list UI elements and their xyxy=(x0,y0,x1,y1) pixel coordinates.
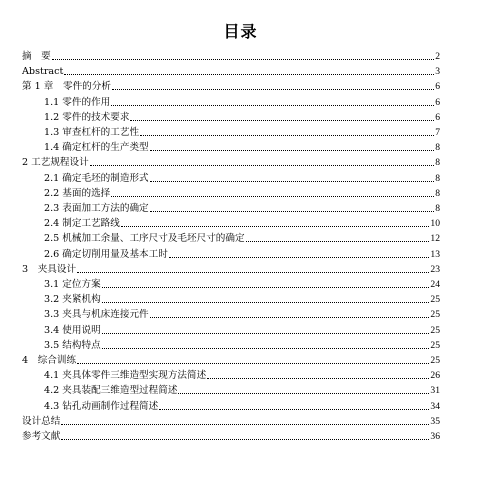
toc-entry-label: 2.2 基面的选择 xyxy=(44,187,111,199)
dot-leader xyxy=(102,301,430,303)
toc-entry-label: 1.1 零件的作用 xyxy=(44,96,111,108)
page-title: 目录 xyxy=(223,22,258,41)
toc-entry[interactable] xyxy=(44,216,440,230)
toc-entry-page-number: 10 xyxy=(430,218,440,230)
dot-leader xyxy=(207,377,429,379)
toc-entry-page-number: 8 xyxy=(435,157,440,169)
toc-entry[interactable] xyxy=(44,292,440,306)
toc-entry[interactable] xyxy=(44,383,440,397)
dot-leader xyxy=(159,408,429,410)
toc-entry[interactable] xyxy=(44,125,440,139)
toc-entry-label: 4.3 钻孔动画制作过程简述 xyxy=(44,400,159,412)
toc-entry[interactable] xyxy=(22,79,440,93)
toc-entry-label: 第 1 章 零件的分析 xyxy=(22,81,111,93)
dot-leader xyxy=(111,104,434,106)
dot-leader xyxy=(77,362,429,364)
toc-entry-page-number: 2 xyxy=(435,51,440,62)
toc-entry-label: Abstract xyxy=(22,66,64,78)
toc-entry-page-number: 7 xyxy=(435,127,440,138)
toc-entry-label: 摘 要 xyxy=(22,51,51,62)
dot-leader xyxy=(169,256,430,258)
toc-entry-page-number: 12 xyxy=(430,233,440,245)
toc-entry[interactable] xyxy=(44,247,440,261)
toc-entry[interactable] xyxy=(44,277,440,291)
toc-entry[interactable] xyxy=(22,64,440,78)
dot-leader xyxy=(112,88,434,90)
toc-entry[interactable] xyxy=(44,338,440,352)
dot-leader xyxy=(121,225,430,227)
dot-leader xyxy=(150,316,430,318)
toc-entry-page-number: 6 xyxy=(435,111,440,123)
toc-entry-page-number: 8 xyxy=(435,172,440,184)
dot-leader xyxy=(52,58,434,60)
toc-entry-label: 2.6 确定切削用量及基本工时 xyxy=(44,248,168,260)
toc-entry-page-number: 6 xyxy=(435,81,440,93)
toc-entry-label: 2.3 表面加工方法的确定 xyxy=(44,203,149,214)
toc-entry-label: 参考文献 xyxy=(22,431,61,442)
toc-entry-label: 1.3 审查杠杆的工艺性 xyxy=(44,127,140,138)
toc-entry-label: 3 夹具设计 xyxy=(22,263,77,275)
toc-entry-page-number: 13 xyxy=(430,248,440,260)
toc-entry-label: 1.2 零件的技术要求 xyxy=(44,111,130,123)
dot-leader xyxy=(77,271,429,273)
toc-entry[interactable] xyxy=(44,368,440,382)
toc-entry-page-number: 25 xyxy=(430,309,440,321)
toc-entry-page-number: 25 xyxy=(430,339,440,351)
toc-entry[interactable] xyxy=(22,262,440,276)
toc-entry-page-number: 36 xyxy=(430,431,440,442)
toc-entry[interactable] xyxy=(22,49,440,63)
toc-entry-label: 3.3 夹具与机床连接元件 xyxy=(44,309,149,321)
toc-entry-page-number: 8 xyxy=(435,142,440,154)
toc-entry-label: 3.4 使用说明 xyxy=(44,324,101,336)
dot-leader xyxy=(111,195,434,197)
toc-entry[interactable] xyxy=(44,399,440,413)
dot-leader xyxy=(150,180,435,182)
toc-entry[interactable] xyxy=(44,201,440,215)
toc-entry-page-number: 31 xyxy=(430,385,440,397)
toc-entry-page-number: 24 xyxy=(430,279,440,290)
toc-entry-label: 2.5 机械加工余量、工序尺寸及毛坯尺寸的确定 xyxy=(44,233,245,245)
toc-entry-page-number: 8 xyxy=(435,187,440,199)
toc-entry[interactable] xyxy=(22,414,440,428)
toc-entry[interactable] xyxy=(22,353,440,367)
dot-leader xyxy=(246,240,430,242)
toc-entry[interactable] xyxy=(22,429,440,443)
toc-entry[interactable] xyxy=(44,171,440,185)
toc-entry-label: 设计总结 xyxy=(22,415,61,427)
toc-entry-label: 4 综合训练 xyxy=(22,355,77,366)
toc-entry-label: 4.2 夹具装配三维造型过程简述 xyxy=(44,385,178,397)
toc-entry-label: 2.1 确定毛坯的制造形式 xyxy=(44,172,149,184)
toc-entry-page-number: 6 xyxy=(435,96,440,108)
toc-entry-label: 3.5 结构特点 xyxy=(44,339,101,351)
toc-entry-page-number: 25 xyxy=(430,324,440,336)
toc-entry-page-number: 35 xyxy=(430,415,440,427)
dot-leader xyxy=(61,423,429,425)
dot-leader xyxy=(150,210,435,212)
dot-leader xyxy=(102,347,430,349)
toc-entry-page-number: 25 xyxy=(430,355,440,366)
toc-entry[interactable] xyxy=(22,155,440,169)
toc-entry[interactable] xyxy=(44,307,440,321)
dot-leader xyxy=(61,438,429,440)
toc-entry-label: 2.4 制定工艺路线 xyxy=(44,218,120,230)
toc-entry-label: 3.1 定位方案 xyxy=(44,279,101,290)
dot-leader xyxy=(140,134,434,136)
toc-entry-page-number: 34 xyxy=(430,400,440,412)
toc-entry-page-number: 25 xyxy=(430,294,440,306)
toc-entry[interactable] xyxy=(44,186,440,200)
dot-leader xyxy=(64,73,434,75)
toc-entry-page-number: 23 xyxy=(430,263,440,275)
dot-leader xyxy=(150,149,435,151)
toc-entry[interactable] xyxy=(44,110,440,124)
toc-entry-page-number: 3 xyxy=(435,66,440,78)
dot-leader xyxy=(102,332,430,334)
toc-entry[interactable] xyxy=(44,95,440,109)
dot-leader xyxy=(178,392,429,394)
dot-leader xyxy=(90,164,434,166)
toc-entry-page-number: 26 xyxy=(430,370,440,382)
toc-entry[interactable] xyxy=(44,231,440,245)
dot-leader xyxy=(130,119,434,121)
dot-leader xyxy=(102,286,430,288)
toc-entry-label: 4.1 夹具体零件三维造型实现方法简述 xyxy=(44,370,207,382)
toc-entry[interactable] xyxy=(44,323,440,337)
toc-entry-label: 1.4 确定杠杆的生产类型 xyxy=(44,142,149,154)
toc-entry-label: 2 工艺规程设计 xyxy=(22,157,89,169)
toc-entry[interactable] xyxy=(44,140,440,154)
toc-entry-page-number: 8 xyxy=(435,203,440,214)
toc-entry-label: 3.2 夹紧机构 xyxy=(44,294,101,306)
